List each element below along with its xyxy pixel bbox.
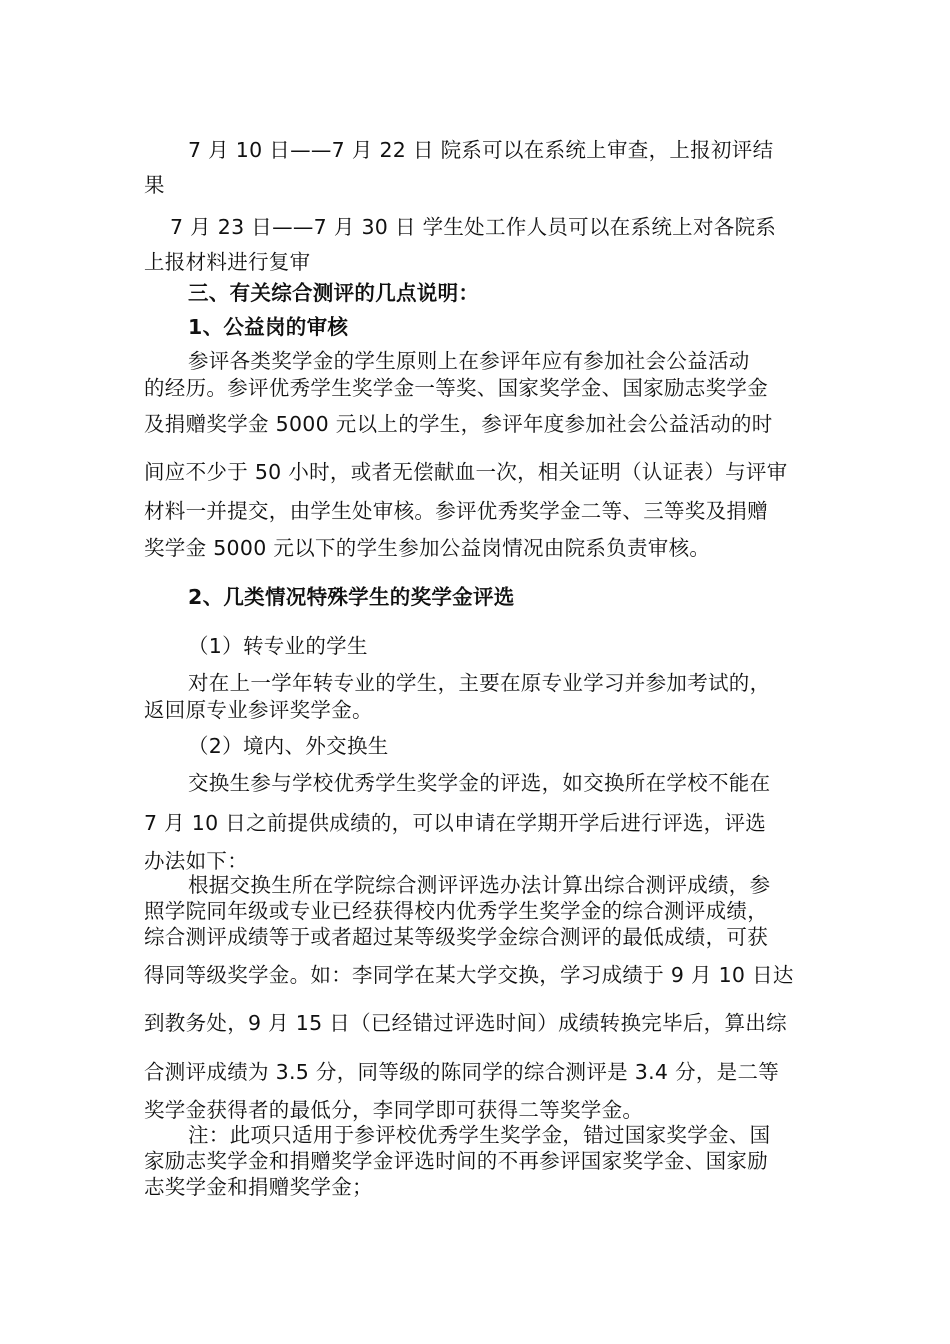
text-line: （1）转专业的学生: [188, 634, 368, 658]
subsection-heading: 2、几类情况特殊学生的奖学金评选: [188, 585, 515, 609]
text-line: 及捐赠奖学金 5000 元以上的学生，参评年度参加社会公益活动的时: [144, 412, 773, 436]
text-line: 办法如下：: [144, 849, 248, 873]
subsection-heading: 1、公益岗的审核: [188, 315, 349, 339]
text-line: 返回原专业参评奖学金。: [144, 698, 373, 722]
text-line: 间应不少于 50 小时，或者无偿献血一次，相关证明（认证表）与评审: [144, 460, 788, 484]
text-line: 奖学金 5000 元以下的学生参加公益岗情况由院系负责审核。: [144, 536, 711, 560]
note-line: 注：此项只适用于参评校优秀学生奖学金，错过国家奖学金、国: [188, 1123, 771, 1147]
text-line: 对在上一学年转专业的学生，主要在原专业学习并参加考试的，: [188, 671, 771, 695]
text-line: 到教务处，9 月 15 日（已经错过评选时间）成绩转换完毕后，算出综: [144, 1011, 787, 1035]
text-line: 7 月 23 日——7 月 30 日 学生处工作人员可以在系统上对各院系: [170, 215, 777, 239]
text-line: 7 月 10 日——7 月 22 日 院系可以在系统上审查，上报初评结: [188, 138, 774, 162]
text-line: 的经历。参评优秀学生奖学金一等奖、国家奖学金、国家励志奖学金: [144, 376, 768, 400]
text-line: 得同等级奖学金。如：李同学在某大学交换，学习成绩于 9 月 10 日达: [144, 963, 794, 987]
text-line: 合测评成绩为 3.5 分，同等级的陈同学的综合测评是 3.4 分，是二等: [144, 1060, 780, 1084]
text-line: 根据交换生所在学院综合测评评选办法计算出综合测评成绩，参: [188, 873, 771, 897]
text-line: 7 月 10 日之前提供成绩的，可以申请在学期开学后进行评选，评选: [144, 811, 767, 835]
section-heading: 三、有关综合测评的几点说明：: [188, 281, 480, 305]
text-line: 交换生参与学校优秀学生奖学金的评选，如交换所在学校不能在: [188, 771, 771, 795]
text-line: 综合测评成绩等于或者超过某等级奖学金综合测评的最低成绩，可获: [144, 925, 768, 949]
text-line: 果: [144, 173, 165, 197]
note-line: 家励志奖学金和捐赠奖学金评选时间的不再参评国家奖学金、国家励: [144, 1149, 768, 1173]
text-line: （2）境内、外交换生: [188, 734, 389, 758]
text-line: 照学院同年级或专业已经获得校内优秀学生奖学金的综合测评成绩，: [144, 899, 768, 923]
note-line: 志奖学金和捐赠奖学金；: [144, 1175, 373, 1199]
text-line: 参评各类奖学金的学生原则上在参评年应有参加社会公益活动: [188, 349, 750, 373]
text-line: 材料一并提交，由学生处审核。参评优秀奖学金二等、三等奖及捐赠: [144, 499, 768, 523]
text-line: 奖学金获得者的最低分，李同学即可获得二等奖学金。: [144, 1098, 644, 1122]
text-line: 上报材料进行复审: [144, 250, 311, 274]
